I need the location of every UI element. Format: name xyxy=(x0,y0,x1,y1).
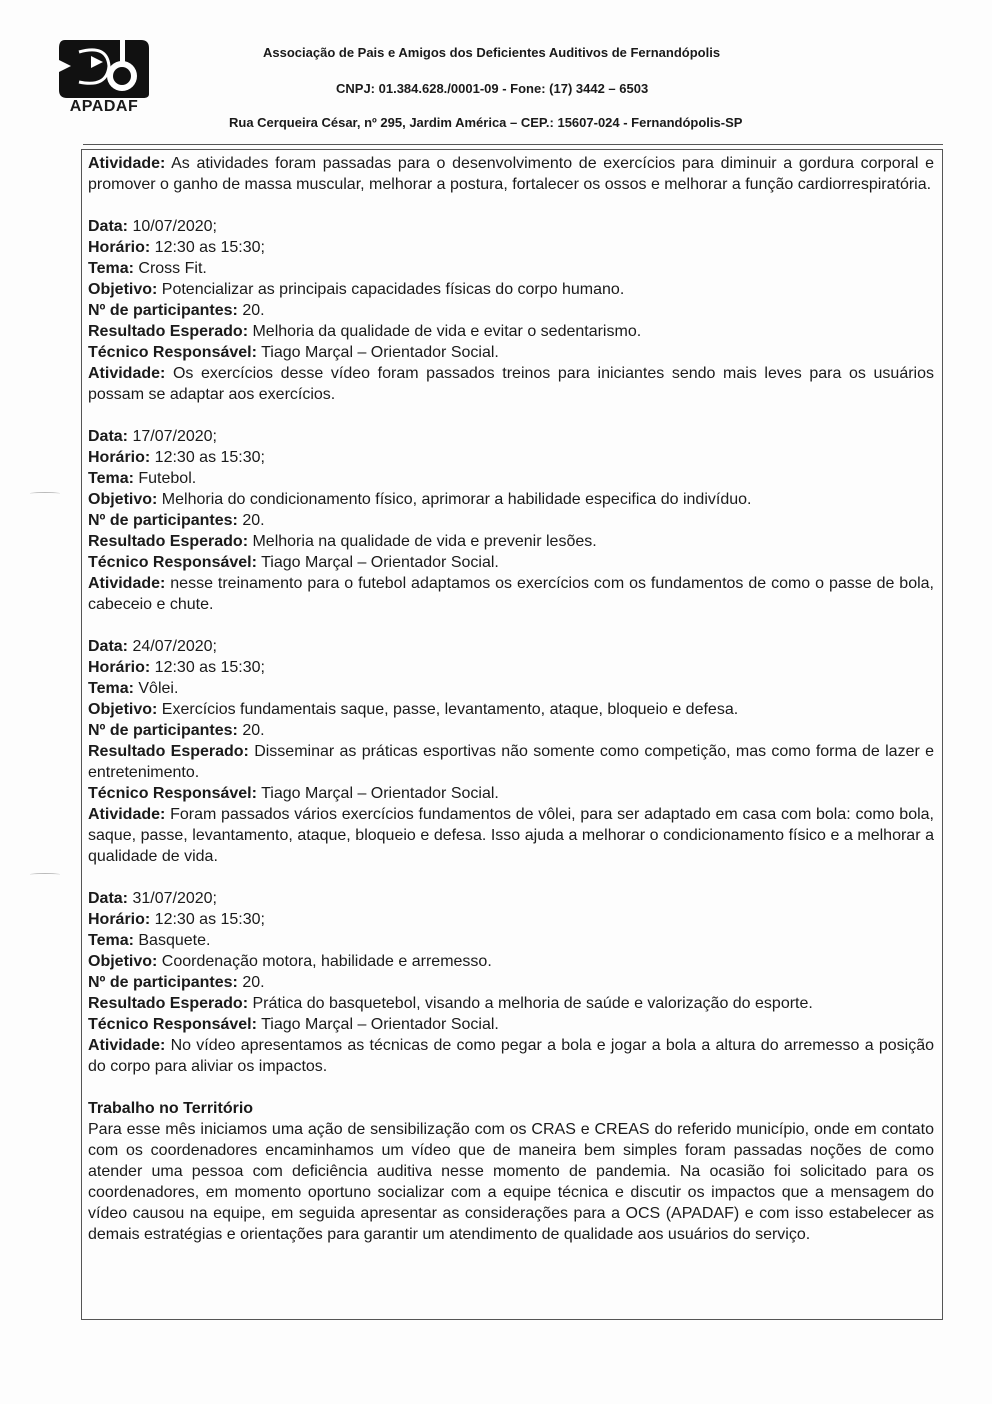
activity-label: Atividade: xyxy=(88,365,166,382)
field-line xyxy=(88,216,934,237)
section-heading: Trabalho no Território xyxy=(88,1100,254,1117)
field-line xyxy=(88,258,934,279)
activity: Os exercícios desse vídeo foram passados treinos para iniciantes sendo mais leves para os usuários possam se adaptar aos exercícios. xyxy=(88,365,934,403)
participants-label: Nº de participantes: xyxy=(88,512,238,529)
cnpj-phone: CNPJ: 01.384.628./0001-09 - Fone: (17) 3442 – 6503 xyxy=(336,81,649,96)
label: Atividade: xyxy=(88,155,166,172)
session-block xyxy=(88,636,934,867)
intro-activity xyxy=(88,153,934,195)
date-label: Data: xyxy=(88,218,129,235)
objective: Melhoria do condicionamento físico, aprimorar a habilidade especifica do indivíduo. xyxy=(157,491,752,508)
time: 12:30 as 15:30; xyxy=(150,659,265,676)
objective: Coordenação motora, habilidade e arremesso. xyxy=(157,953,492,970)
field-line xyxy=(88,363,934,405)
org-name: Associação de Pais e Amigos dos Deficientes Auditivos de Fernandópolis xyxy=(263,45,721,60)
theme-label: Tema: xyxy=(88,260,134,277)
result-label: Resultado Esperado: xyxy=(88,995,249,1012)
field-line xyxy=(88,510,934,531)
field-line xyxy=(88,426,934,447)
field-line xyxy=(88,447,934,468)
field-line xyxy=(88,300,934,321)
time-label: Horário: xyxy=(88,449,151,466)
field-line xyxy=(88,930,934,951)
result: Prática do basquetebol, visando a melhoria de saúde e valorização do esporte. xyxy=(248,995,813,1012)
field-line xyxy=(88,993,934,1014)
date: 24/07/2020; xyxy=(128,638,217,655)
time: 12:30 as 15:30; xyxy=(150,911,265,928)
field-line xyxy=(88,804,934,867)
objective-label: Objetivo: xyxy=(88,953,158,970)
activity: No vídeo apresentamos as técnicas de como pegar a bola e jogar a bola a altura do arremesso a posição do corpo para aliviar os impactos. xyxy=(88,1037,934,1075)
theme-label: Tema: xyxy=(88,680,134,697)
field-line xyxy=(88,678,934,699)
theme: Basquete. xyxy=(133,932,211,949)
field-line xyxy=(88,1014,934,1035)
field-line xyxy=(88,888,934,909)
result-label: Resultado Esperado: xyxy=(88,533,249,550)
date-label: Data: xyxy=(88,638,129,655)
participants: 20. xyxy=(237,974,265,991)
participants-label: Nº de participantes: xyxy=(88,722,238,739)
logo-text: APADAF xyxy=(69,98,139,115)
field-line xyxy=(88,741,934,783)
theme: Futebol. xyxy=(133,470,197,487)
header-divider xyxy=(83,144,943,145)
field-line xyxy=(88,321,934,342)
field-line xyxy=(88,573,934,615)
session-block xyxy=(88,426,934,615)
tech-label: Técnico Responsável: xyxy=(88,554,257,571)
date: 31/07/2020; xyxy=(128,890,217,907)
tech-label: Técnico Responsável: xyxy=(88,785,257,802)
apadaf-logo xyxy=(57,36,151,116)
activity-label: Atividade: xyxy=(88,806,166,823)
participants-label: Nº de participantes: xyxy=(88,302,238,319)
activity: nesse treinamento para o futebol adaptamos os exercícios com os fundamentos de como o passe de bola, cabeceio e chute. xyxy=(88,575,934,613)
objective: Exercícios fundamentais saque, passe, levantamento, ataque, bloqueio e defesa. xyxy=(157,701,739,718)
objective-label: Objetivo: xyxy=(88,491,158,508)
section-text: Para esse mês iniciamos uma ação de sensibilização com os CRAS e CREAS do referido município, onde em contato com os coordenadores encaminhamos um vídeo que de maneira bem simples foram passadas noções de como atender uma pessoa com deficiência auditiva nesse momento de pandemia. Na ocasião foi solicitado para os coordenadores, em momento oportuno socializar com a equipe técnica e discutir os impactos que a mensagem do vídeo causou na equipe, em seguida apresentar as considerações para a OCS (APADAF) e com isso estabelecer as demais estratégias e orientações para garantir um atendimento de qualidade aos usuários do serviço. xyxy=(88,1121,934,1243)
participants: 20. xyxy=(237,512,265,529)
address: Rua Cerqueira César, nº 295, Jardim América – CEP.: 15607-024 - Fernandópolis-SP xyxy=(229,115,743,130)
field-line xyxy=(88,279,934,300)
objective: Potencializar as principais capacidades físicas do corpo humano. xyxy=(157,281,625,298)
field-line xyxy=(88,909,934,930)
session-block xyxy=(88,216,934,405)
theme: Vôlei. xyxy=(133,680,179,697)
time-label: Horário: xyxy=(88,239,151,256)
territory-section xyxy=(88,1098,934,1245)
tech: Tiago Marçal – Orientador Social. xyxy=(256,344,499,361)
tech: Tiago Marçal – Orientador Social. xyxy=(256,785,499,802)
result: Disseminar as práticas esportivas não somente como competição, mas como forma de lazer e entretenimento. xyxy=(88,743,935,781)
tech-label: Técnico Responsável: xyxy=(88,1016,257,1033)
objective-label: Objetivo: xyxy=(88,281,158,298)
text: As atividades foram passadas para o desenvolvimento de exercícios para diminuir a gordura corporal e promover o ganho de massa muscular, melhorar a postura, fortalecer os ossos e melhorar a função cardiorrespiratória. xyxy=(88,155,934,193)
result-label: Resultado Esperado: xyxy=(88,323,249,340)
field-line xyxy=(88,489,934,510)
field-line xyxy=(88,657,934,678)
field-line xyxy=(88,237,934,258)
field-line xyxy=(88,636,934,657)
field-line xyxy=(88,972,934,993)
date: 17/07/2020; xyxy=(128,428,217,445)
participants-label: Nº de participantes: xyxy=(88,974,238,991)
time: 12:30 as 15:30; xyxy=(150,239,265,256)
activity: Foram passados vários exercícios fundamentos de vôlei, para ser adaptado em casa com bola: como bola, saque, passe, levantamento, ataque, bloqueio e defesa. Isso ajuda a melhorar o condicionamento físico e a melhorar a qualidade de vida. xyxy=(88,806,934,865)
ear-logo-icon xyxy=(57,36,151,102)
date-label: Data: xyxy=(88,890,129,907)
result: Melhoria da qualidade de vida e evitar o sedentarismo. xyxy=(248,323,642,340)
field-line xyxy=(88,468,934,489)
time-label: Horário: xyxy=(88,911,151,928)
field-line xyxy=(88,720,934,741)
theme-label: Tema: xyxy=(88,932,134,949)
field-line xyxy=(88,1035,934,1077)
objective-label: Objetivo: xyxy=(88,701,158,718)
participants: 20. xyxy=(237,722,265,739)
theme-label: Tema: xyxy=(88,470,134,487)
time: 12:30 as 15:30; xyxy=(150,449,265,466)
date: 10/07/2020; xyxy=(128,218,217,235)
field-line xyxy=(88,531,934,552)
field-line xyxy=(88,951,934,972)
activity-label: Atividade: xyxy=(88,1037,166,1054)
result-label: Resultado Esperado: xyxy=(88,743,249,760)
margin-mark xyxy=(30,492,60,495)
session-block xyxy=(88,888,934,1077)
report-body xyxy=(81,149,943,1320)
field-line xyxy=(88,783,934,804)
field-line xyxy=(88,699,934,720)
participants: 20. xyxy=(237,302,265,319)
date-label: Data: xyxy=(88,428,129,445)
time-label: Horário: xyxy=(88,659,151,676)
tech: Tiago Marçal – Orientador Social. xyxy=(256,554,499,571)
activity-label: Atividade: xyxy=(88,575,166,592)
margin-mark xyxy=(30,873,60,876)
result: Melhoria na qualidade de vida e prevenir lesões. xyxy=(248,533,597,550)
field-line xyxy=(88,342,934,363)
tech: Tiago Marçal – Orientador Social. xyxy=(256,1016,499,1033)
tech-label: Técnico Responsável: xyxy=(88,344,257,361)
field-line xyxy=(88,552,934,573)
theme: Cross Fit. xyxy=(133,260,207,277)
